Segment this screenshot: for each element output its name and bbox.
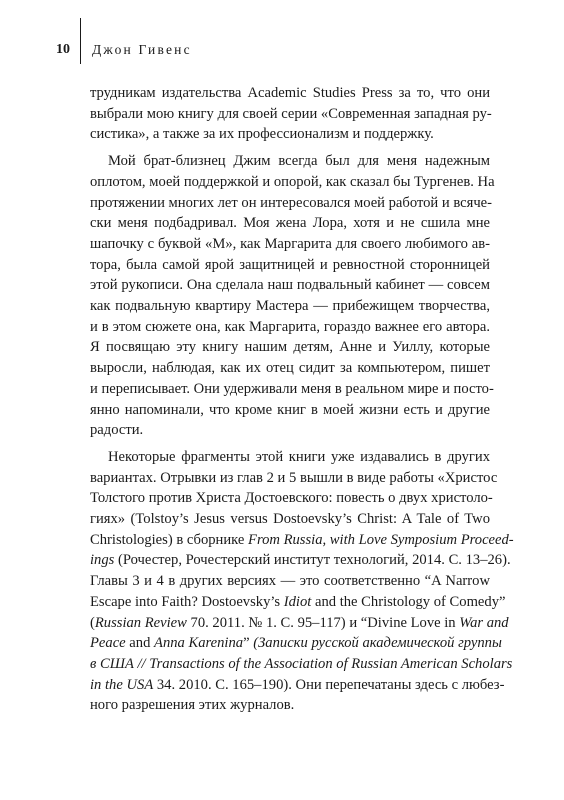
text-run: выросли, наблюдая, как их отец сидит за компьютером, пишет [90,360,490,377]
italic-text: War and [459,614,509,631]
text-run: и в этом сюжете она, как Маргарита, гораздо важнее его автора. [90,318,490,335]
text-run: тора, была самой ярой защитницей и ревностной сторонницей [90,256,490,273]
text-line [90,104,490,125]
paragraph [90,83,490,145]
text-line [90,275,490,296]
italic-text: (Записки русской академической группы [253,635,502,652]
header-divider [80,18,81,64]
italic-text: in the USA [90,676,154,693]
italic-text: Peace [90,635,126,652]
text-run: 34. 2010. С. 165–190). Они перепечатаны здесь с любез- [153,676,505,693]
text-run: Escape into Faith? Dostoevsky’s [90,593,284,610]
text-line [90,468,498,489]
italic-text: Anna Karenina [154,635,244,652]
text-run: Christologies) в сборнике [90,531,249,548]
text-run: шапочку с буквой «М», как Маргарита для своего любимого ав- [90,235,490,252]
text-line [90,379,494,400]
text-line [90,447,490,468]
page-number: 10 [56,42,70,57]
text-run: ( [90,614,95,631]
text-line [90,633,502,654]
text-line [90,420,490,441]
text-line [90,317,490,338]
text-line [90,550,511,571]
text-line [90,172,495,193]
text-run: ” [243,635,254,652]
text-run: ски меня подбадривал. Моя жена Лора, хотя и не сшила мне [90,215,490,232]
text-run: Мой брат-близнец Джим всегда был для меня надежным [108,153,490,170]
text-line [90,296,490,317]
text-line [90,695,490,716]
text-run: систика», а также за их профессионализм и поддержку. [90,126,434,143]
text-run: как подвальную квартиру Мастера — прибежищем творчества, [90,298,490,315]
text-line [90,255,490,276]
text-run: гиях» (Tolstoy’s Jesus versus Dostoevsky’s Christ: A Tale of Two [90,511,490,528]
text-run: радости. [90,422,144,439]
italic-text: в США // Transactions of the Association of Russian American Scholars [90,655,513,672]
text-run: трудникам издательства Academic Studies Press за то, что они [90,85,490,101]
text-line [90,234,490,255]
text-line [90,592,506,613]
text-line [90,509,490,530]
text-run: and [125,635,155,652]
body-text [90,83,514,716]
text-run: Главы 3 и 4 в других версиях — это соответственно “A Narrow [90,573,490,590]
text-run: янно напоминали, что кроме книг в моей жизни есть и другие [90,401,490,418]
text-line [90,193,493,214]
text-run: 70. 2011. № 1. С. 95–117) и “Divine Love in [186,614,460,631]
text-line [90,571,490,592]
text-run: оплотом, моей поддержкой и опорой, как сказал бы Тургенев. На [90,173,495,190]
italic-text: Idiot [283,593,312,610]
running-head [56,38,192,62]
italic-text: Russian Review [94,614,187,631]
text-line [90,151,490,172]
text-line [90,530,514,551]
text-line [90,358,490,379]
text-line [90,675,505,696]
text-line [90,213,490,234]
text-line [90,488,493,509]
text-run: протяжении многих лет он интересовался моей работой и всяче- [90,194,493,211]
paragraph [90,447,514,716]
text-run: выбрали мою книгу для своей серии «Современная западная ру- [90,105,492,122]
text-line [90,83,490,104]
text-line [90,124,490,145]
italic-text: From Russia, with Love Symposium Proceed- [248,531,514,548]
text-run: и переписывает. Они удерживали меня в реальном мире и посто- [90,380,494,397]
text-line [90,613,509,634]
italic-text: ings [90,552,115,569]
text-line [90,337,490,358]
text-run: вариантах. Отрывки из глав 2 и 5 вышли в виде работы «Христос [90,469,498,486]
text-run: Толстого против Христа Достоевского: повесть о двух христоло- [90,490,493,507]
text-line [90,654,513,675]
text-run: ного разрешения этих журналов. [90,697,295,714]
text-run: and the Christology of Comedy” [311,593,506,610]
text-run: этой рукописи. Она сделала наш подвальный кабинет — совсем [90,277,490,294]
running-head-author: Джон Гивенс [92,42,192,57]
text-run: (Рочестер, Рочестерский институт технологий, 2014. С. 13–26). [114,552,511,569]
paragraph [90,151,495,441]
text-line [90,400,490,421]
text-run: Я посвящаю эту книгу нашим детям, Анне и Уиллу, которые [90,339,490,356]
text-run: Некоторые фрагменты этой книги уже издавались в других [108,448,490,465]
